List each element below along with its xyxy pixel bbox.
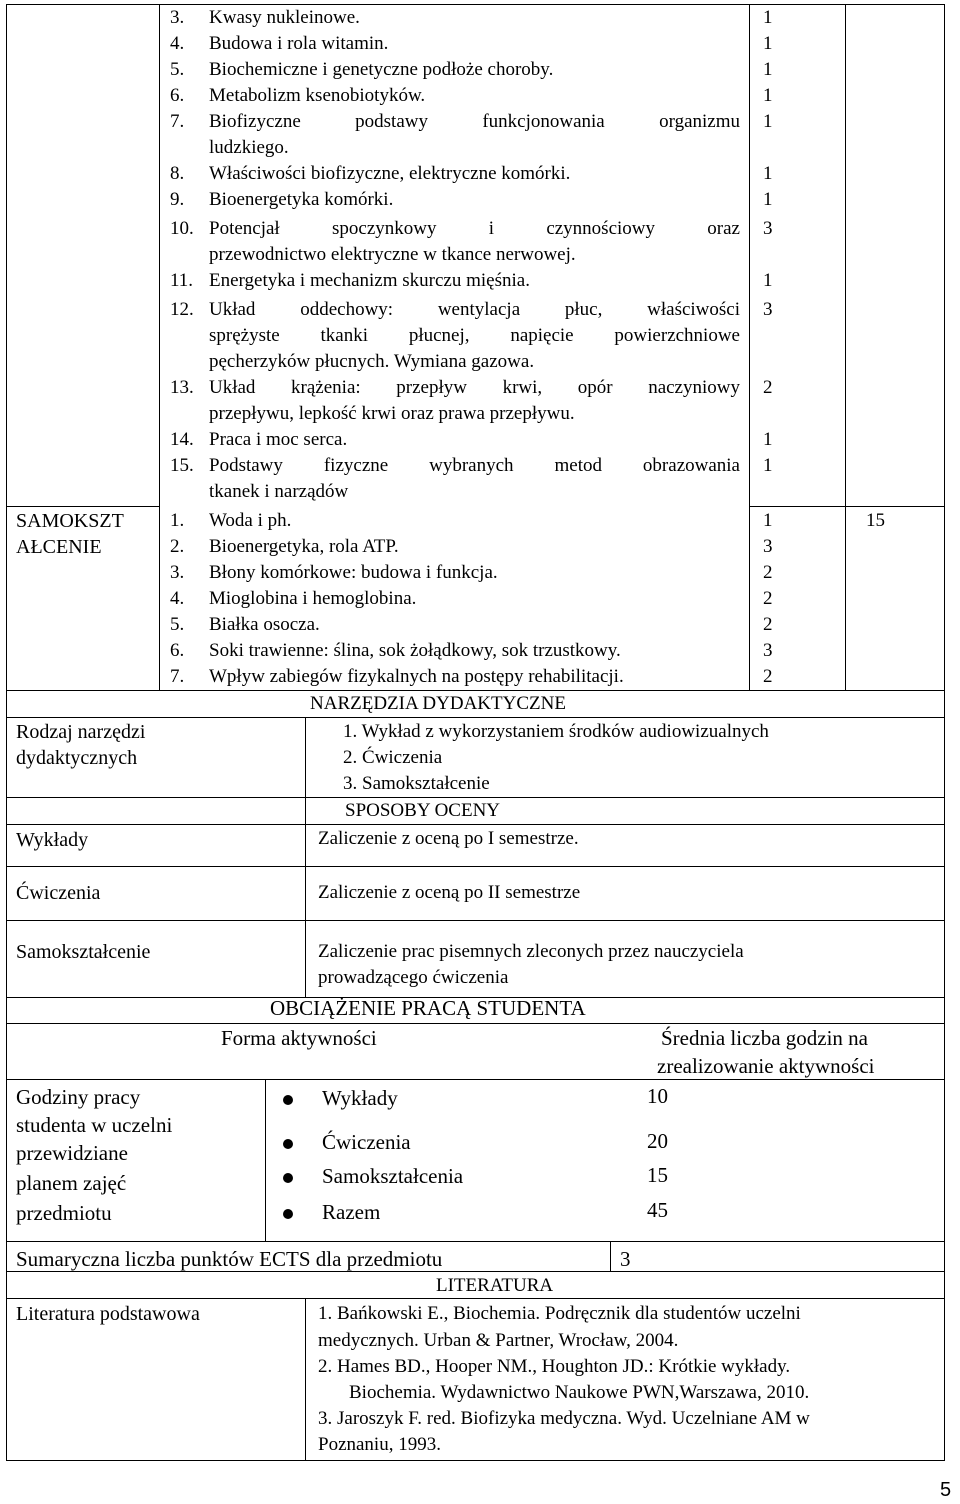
topic-number: 11.: [170, 270, 194, 291]
topic-hours: 1: [763, 33, 773, 54]
topic-hours: 1: [763, 111, 773, 132]
workload-item-hours: 20: [647, 1129, 668, 1153]
workload-item-name: Wykłady: [322, 1086, 398, 1110]
topic-text: Bioenergetyka komórki.: [209, 189, 394, 210]
topic-hours: 3: [763, 299, 773, 320]
topic-hours: 1: [763, 85, 773, 106]
tools-heading: NARZĘDZIA DYDAKTYCZNE: [310, 693, 566, 714]
workload-col-activity: Forma aktywności: [221, 1026, 377, 1050]
topic-text: Biochemiczne i genetyczne podłoże choroby.: [209, 59, 554, 80]
topic-number: 15.: [170, 455, 194, 476]
topic-number: 8.: [170, 163, 185, 184]
topic-number: 12.: [170, 299, 194, 320]
self-study-label-line2: AŁCENIE: [16, 536, 102, 558]
topic-text: Woda i ph.: [209, 510, 292, 531]
self-study-total-hours: 15: [866, 510, 885, 531]
topic-number: 7.: [170, 666, 185, 687]
topic-text-cont: pęcherzyków płucnych. Wymiana gazowa.: [209, 351, 535, 372]
topic-number: 13.: [170, 377, 194, 398]
literature-line: Poznaniu, 1993.: [318, 1434, 441, 1455]
topic-hours: 2: [763, 588, 773, 609]
bullet-icon: [283, 1209, 293, 1219]
topic-number: 14.: [170, 429, 194, 450]
literature-heading: LITERATURA: [436, 1275, 554, 1296]
topic-hours: 2: [763, 562, 773, 583]
topic-text: Energetyka i mechanizm skurczu mięśnia.: [209, 270, 530, 291]
topic-hours: 1: [763, 270, 773, 291]
tools-label-line1: Rodzaj narzędzi: [16, 721, 146, 743]
topic-number: 2.: [170, 536, 185, 557]
topic-number: 7.: [170, 111, 185, 132]
topic-number: 4.: [170, 588, 185, 609]
topic-hours: 1: [763, 429, 773, 450]
topic-number: 6.: [170, 85, 185, 106]
topic-number: 6.: [170, 640, 185, 661]
topic-text: Kwasy nukleinowe.: [209, 7, 360, 28]
topic-hours: 3: [763, 536, 773, 557]
workload-item-name: Razem: [322, 1200, 381, 1224]
topic-number: 3.: [170, 562, 185, 583]
workload-item-hours: 15: [647, 1163, 668, 1187]
topic-text: Budowa i rola witamin.: [209, 33, 389, 54]
topic-text: Białka osocza.: [209, 614, 320, 635]
topic-hours: 1: [763, 163, 773, 184]
bullet-icon: [283, 1095, 293, 1105]
tools-item: 2. Ćwiczenia: [343, 747, 443, 768]
topic-text: Biofizyczne podstawy funkcjonowania organizmu: [209, 111, 740, 132]
assessment-value-lectures: Zaliczenie z oceną po I semestrze.: [318, 828, 579, 849]
topic-number: 5.: [170, 59, 185, 80]
topic-text-cont: przepływu, lepkość krwi oraz prawa przepływu.: [209, 403, 575, 424]
topic-number: 10.: [170, 218, 194, 239]
literature-line: 3. Jaroszyk F. red. Biofizyka medyczna. Wyd. Uczelniane AM w: [318, 1408, 810, 1429]
literature-line: 1. Bańkowski E., Biochemia. Podręcznik dla studentów uczelni: [318, 1303, 801, 1324]
ects-value: 3: [620, 1247, 631, 1271]
topic-number: 4.: [170, 33, 185, 54]
topic-text: Błony komórkowe: budowa i funkcja.: [209, 562, 498, 583]
topic-text-cont: przewodnictwo elektryczne w tkance nerwowej.: [209, 244, 576, 265]
topic-text-cont: ludzkiego.: [209, 137, 289, 158]
topic-hours: 2: [763, 666, 773, 687]
workload-label-line: planem zajęć: [16, 1171, 127, 1195]
topic-hours: 1: [763, 59, 773, 80]
topic-text: Wpływ zabiegów fizykalnych na postępy rehabilitacji.: [209, 666, 624, 687]
topic-number: 1.: [170, 510, 185, 531]
assessment-heading: SPOSOBY OCENY: [345, 800, 501, 821]
tools-item: 1. Wykład z wykorzystaniem środków audiowizualnych: [343, 721, 769, 742]
topic-hours: 1: [763, 7, 773, 28]
topic-text: Metabolizm ksenobiotyków.: [209, 85, 426, 106]
topic-text: Praca i moc serca.: [209, 429, 348, 450]
self-study-label-line1: SAMOKSZT: [16, 510, 124, 532]
topic-hours: 1: [763, 455, 773, 476]
literature-line: medycznych. Urban & Partner, Wrocław, 2004.: [318, 1330, 679, 1351]
assessment-value-exercises: Zaliczenie z oceną po II semestrze: [318, 882, 581, 903]
topic-text: Soki trawienne: ślina, sok żołądkowy, sok trzustkowy.: [209, 640, 621, 661]
literature-label: Literatura podstawowa: [16, 1303, 200, 1325]
workload-label-line: przedmiotu: [16, 1201, 112, 1225]
topic-text: Właściwości biofizyczne, elektryczne komórki.: [209, 163, 571, 184]
topic-text: Układ krążenia: przepływ krwi, opór naczyniowy: [209, 377, 740, 398]
tools-label-line2: dydaktycznych: [16, 747, 138, 769]
topic-hours: 3: [763, 640, 773, 661]
workload-item-name: Samokształcenia: [322, 1164, 464, 1188]
topic-number: 9.: [170, 189, 185, 210]
workload-label-line: Godziny pracy: [16, 1085, 141, 1109]
literature-line: Biochemia. Wydawnictwo Naukowe PWN,Warszawa, 2010.: [349, 1382, 810, 1403]
literature-line: 2. Hames BD., Hooper NM., Houghton JD.: Krótkie wykłady.: [318, 1356, 791, 1377]
page-number: 5: [940, 1479, 952, 1501]
topic-number: 3.: [170, 7, 185, 28]
ects-label: Sumaryczna liczba punktów ECTS dla przedmiotu: [16, 1247, 443, 1271]
workload-col-hours-line1: Średnia liczba godzin na: [661, 1026, 869, 1050]
topic-text: Mioglobina i hemoglobina.: [209, 588, 417, 609]
topic-text: Potencjał spoczynkowy i czynnościowy oraz: [209, 218, 740, 239]
tools-item: 3. Samokształcenie: [343, 773, 490, 794]
topic-hours: 1: [763, 189, 773, 210]
topic-hours: 1: [763, 510, 773, 531]
workload-item-name: Ćwiczenia: [322, 1130, 411, 1154]
topic-text: Układ oddechowy: wentylacja płuc, właściwości: [209, 299, 740, 320]
topic-hours: 3: [763, 218, 773, 239]
topic-text: Bioenergetyka, rola ATP.: [209, 536, 399, 557]
topic-text-cont: sprężyste tkanki płucnej, napięcie powierzchniowe: [209, 325, 740, 346]
topic-text: Podstawy fizyczne wybranych metod obrazowania: [209, 455, 740, 476]
assessment-label-lectures: Wykłady: [16, 829, 89, 851]
topic-hours: 2: [763, 377, 773, 398]
assessment-value-self-study-cont: prowadzącego ćwiczenia: [318, 967, 509, 988]
topic-hours: 2: [763, 614, 773, 635]
assessment-label-self-study: Samokształcenie: [16, 941, 151, 963]
topic-number: 5.: [170, 614, 185, 635]
workload-item-hours: 10: [647, 1084, 668, 1108]
workload-heading: OBCIĄŻENIE PRACĄ STUDENTA: [270, 996, 586, 1020]
assessment-label-exercises: Ćwiczenia: [16, 882, 101, 904]
bullet-icon: [283, 1139, 293, 1149]
workload-label-line: studenta w uczelni: [16, 1113, 173, 1137]
workload-item-hours: 45: [647, 1198, 668, 1222]
bullet-icon: [283, 1173, 293, 1183]
workload-label-line: przewidziane: [16, 1141, 128, 1165]
assessment-value-self-study: Zaliczenie prac pisemnych zleconych przez nauczyciela: [318, 941, 744, 962]
topic-text-cont: tkanek i narządów: [209, 481, 349, 502]
workload-col-hours-line2: zrealizowanie aktywności: [657, 1054, 875, 1078]
